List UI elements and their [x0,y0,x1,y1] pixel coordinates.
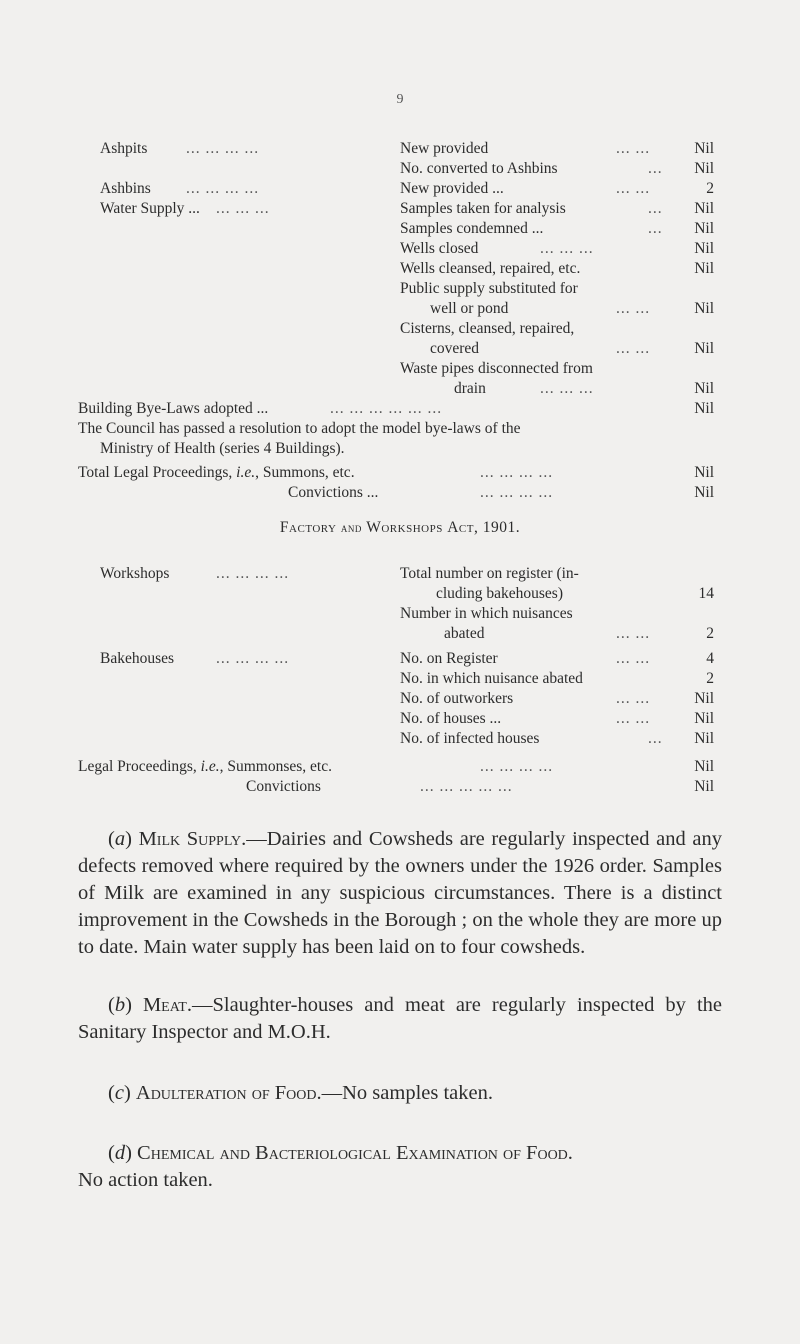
leader-dots: ... ... ... ... [216,565,290,582]
row-label: Ashbins [100,180,151,197]
council-note [0,419,800,439]
row-label: Convictions ... [288,484,379,501]
row-value: 4 [706,650,714,667]
section-letter: a [114,828,126,850]
water-row [0,239,800,259]
leader-dots: ... ... [616,690,651,707]
row-item: New provided [400,140,489,157]
row-item: No. converted to Ashbins [400,160,558,177]
row-item: Total number on register (in- [400,565,579,582]
row-value: Nil [694,200,714,217]
water-supply-row [0,199,800,219]
bakehouses-row [0,669,800,689]
bye-laws-row [0,399,800,419]
water-row [0,279,800,299]
row-value: 2 [706,670,714,687]
leader-dots: ... [648,160,663,177]
leader-dots: ... ... ... ... [186,180,260,197]
row-value: Nil [694,778,714,795]
row-value: Nil [694,730,714,747]
leader-dots: ... ... [616,300,651,317]
leader-dots: ... ... ... ... ... ... [330,400,443,417]
water-row [0,259,800,279]
section-text: —Dairies and Cowsheds are regularly inspected and any defects removed where required by the owners under the 1926 order. Samples of Milk are examined in any suspicious circumstances. There is a distinct improvement in the Cowsheds in the Borough ; on the whole they are more up to date. Main water supply has been laid on to four cowsheds. [78,828,722,958]
row-item: Cisterns, cleansed, repaired, [400,320,575,337]
council-note [0,439,800,459]
row-value: Nil [694,758,714,775]
workshops-row [0,584,800,604]
section-text: No action taken. [78,1169,213,1191]
row-item: No. in which nuisance abated [400,670,583,687]
row-label: Water Supply ... [100,200,200,217]
leader-dots: ... ... [616,625,651,642]
legal-proceedings-row [0,463,800,483]
workshops-row [0,624,800,644]
row-item: drain [454,380,486,397]
row-value: Nil [694,380,714,397]
row-label: Bakehouses [100,650,175,667]
row-item: No. of infected houses [400,730,540,747]
leader-dots: ... [648,200,663,217]
bakehouses-row [0,709,800,729]
row-value: Nil [694,160,714,177]
legal-proceedings-row [0,757,800,777]
leader-dots: ... ... [616,710,651,727]
row-item: cluding bakehouses) [436,585,563,602]
leader-dots: ... ... ... ... [186,140,260,157]
row-value: Nil [694,340,714,357]
leader-dots: ... ... [616,140,651,157]
row-item: New provided ... [400,180,504,197]
row-value: Nil [694,260,714,277]
row-label: Total Legal Proceedings, i.e., Summons, etc. [78,464,355,481]
leader-dots: ... ... ... ... [480,484,554,501]
row-item: Wells cleansed, repaired, etc. [400,260,581,277]
row-item: Public supply substituted for [400,280,578,297]
workshops-row [0,604,800,624]
water-row [0,359,800,379]
row-item: No. of outworkers [400,690,514,707]
leader-dots: ... ... ... [540,240,594,257]
bakehouses-row [0,649,800,669]
section-letter: c [114,1082,124,1104]
convictions-row [0,483,800,503]
leader-dots: ... ... ... ... [216,650,290,667]
row-value: Nil [694,484,714,501]
leader-dots: ... ... ... [216,200,270,217]
leader-dots: ... [648,220,663,237]
row-item: No. of houses ... [400,710,502,727]
leader-dots: ... ... ... ... ... [420,778,513,795]
row-label: Ashpits [100,140,148,157]
ashpits-row [0,139,800,159]
section-title: Chemical and Bacteriological Examination of Food. [137,1142,573,1164]
row-label: Convictions [246,778,321,795]
leader-dots: ... ... [616,650,651,667]
row-item: covered [430,340,480,357]
row-value: Nil [694,400,714,417]
bakehouses-row [0,689,800,709]
leader-dots: ... ... [616,180,651,197]
water-row [0,339,800,359]
leader-dots: ... ... ... ... [480,758,554,775]
section-title: Milk Supply. [138,828,247,850]
meat-paragraph: (b) Meat.—Slaughter-houses and meat are regularly inspected by the Sanitary Inspector and M.O.H. [78,994,722,1043]
row-item: Waste pipes disconnected from [400,360,593,377]
chemical-paragraph: (d) Chemical and Bacteriological Examination of Food. No action taken. [78,1140,722,1194]
factory-act-heading: Factory and Workshops Act, 1901. [279,519,521,536]
row-value: 2 [706,180,714,197]
water-row [0,219,800,239]
leader-dots: ... ... ... ... [480,464,554,481]
bakehouses-row [0,729,800,749]
row-value: Nil [694,220,714,237]
milk-supply-paragraph: (a) Milk Supply.—Dairies and Cowsheds are regularly inspected and any defects removed where required by the owners under the 1926 order. Samples of Milk are examined in any suspicious circumstances. There is a distinct improvement in the Cowsheds in the Borough ; on the whole they are more up to date. Main water supply has been laid on to four cowsheds. [78,828,722,958]
row-item: Samples condemned ... [400,220,544,237]
adulteration-paragraph: (c) Adulteration of Food.—No samples taken. [108,1082,493,1104]
row-value: Nil [694,300,714,317]
water-row [0,319,800,339]
row-item: No. on Register [400,650,498,667]
row-item: Wells closed [400,240,479,257]
section-title: Adulteration of Food. [135,1082,322,1104]
water-row [0,299,800,319]
row-label: Building Bye-Laws adopted ... [78,400,269,417]
ashbins-row [0,179,800,199]
row-value: Nil [694,464,714,481]
page-number: 9 [396,92,404,107]
note-line: The Council has passed a resolution to adopt the model bye-laws of the [78,420,521,437]
row-item: Samples taken for analysis [400,200,566,217]
section-text: —No samples taken. [321,1082,493,1104]
leader-dots: ... ... ... [540,380,594,397]
section-title: Meat. [142,994,192,1016]
convictions-row [0,777,800,797]
row-label: Workshops [100,565,170,582]
row-value: Nil [694,240,714,257]
leader-dots: ... ... [616,340,651,357]
row-value: Nil [694,690,714,707]
row-value: Nil [694,710,714,727]
row-value: 2 [706,625,714,642]
row-item: abated [444,625,485,642]
row-item: Number in which nuisances [400,605,573,622]
workshops-row [0,564,800,584]
note-line: Ministry of Health (series 4 Buildings). [100,440,345,457]
row-value: Nil [694,140,714,157]
section-letter: b [114,994,126,1016]
leader-dots: ... [648,730,663,747]
ashpits-converted-row [0,159,800,179]
water-row [0,379,800,399]
section-text: —Slaughter-houses and meat are regularly inspected by the Sanitary Inspector and M.O.H. [78,994,722,1043]
row-item: well or pond [430,300,509,317]
row-label: Legal Proceedings, i.e., Summonses, etc. [78,758,332,775]
section-letter: d [114,1142,126,1164]
row-value: 14 [698,585,714,602]
